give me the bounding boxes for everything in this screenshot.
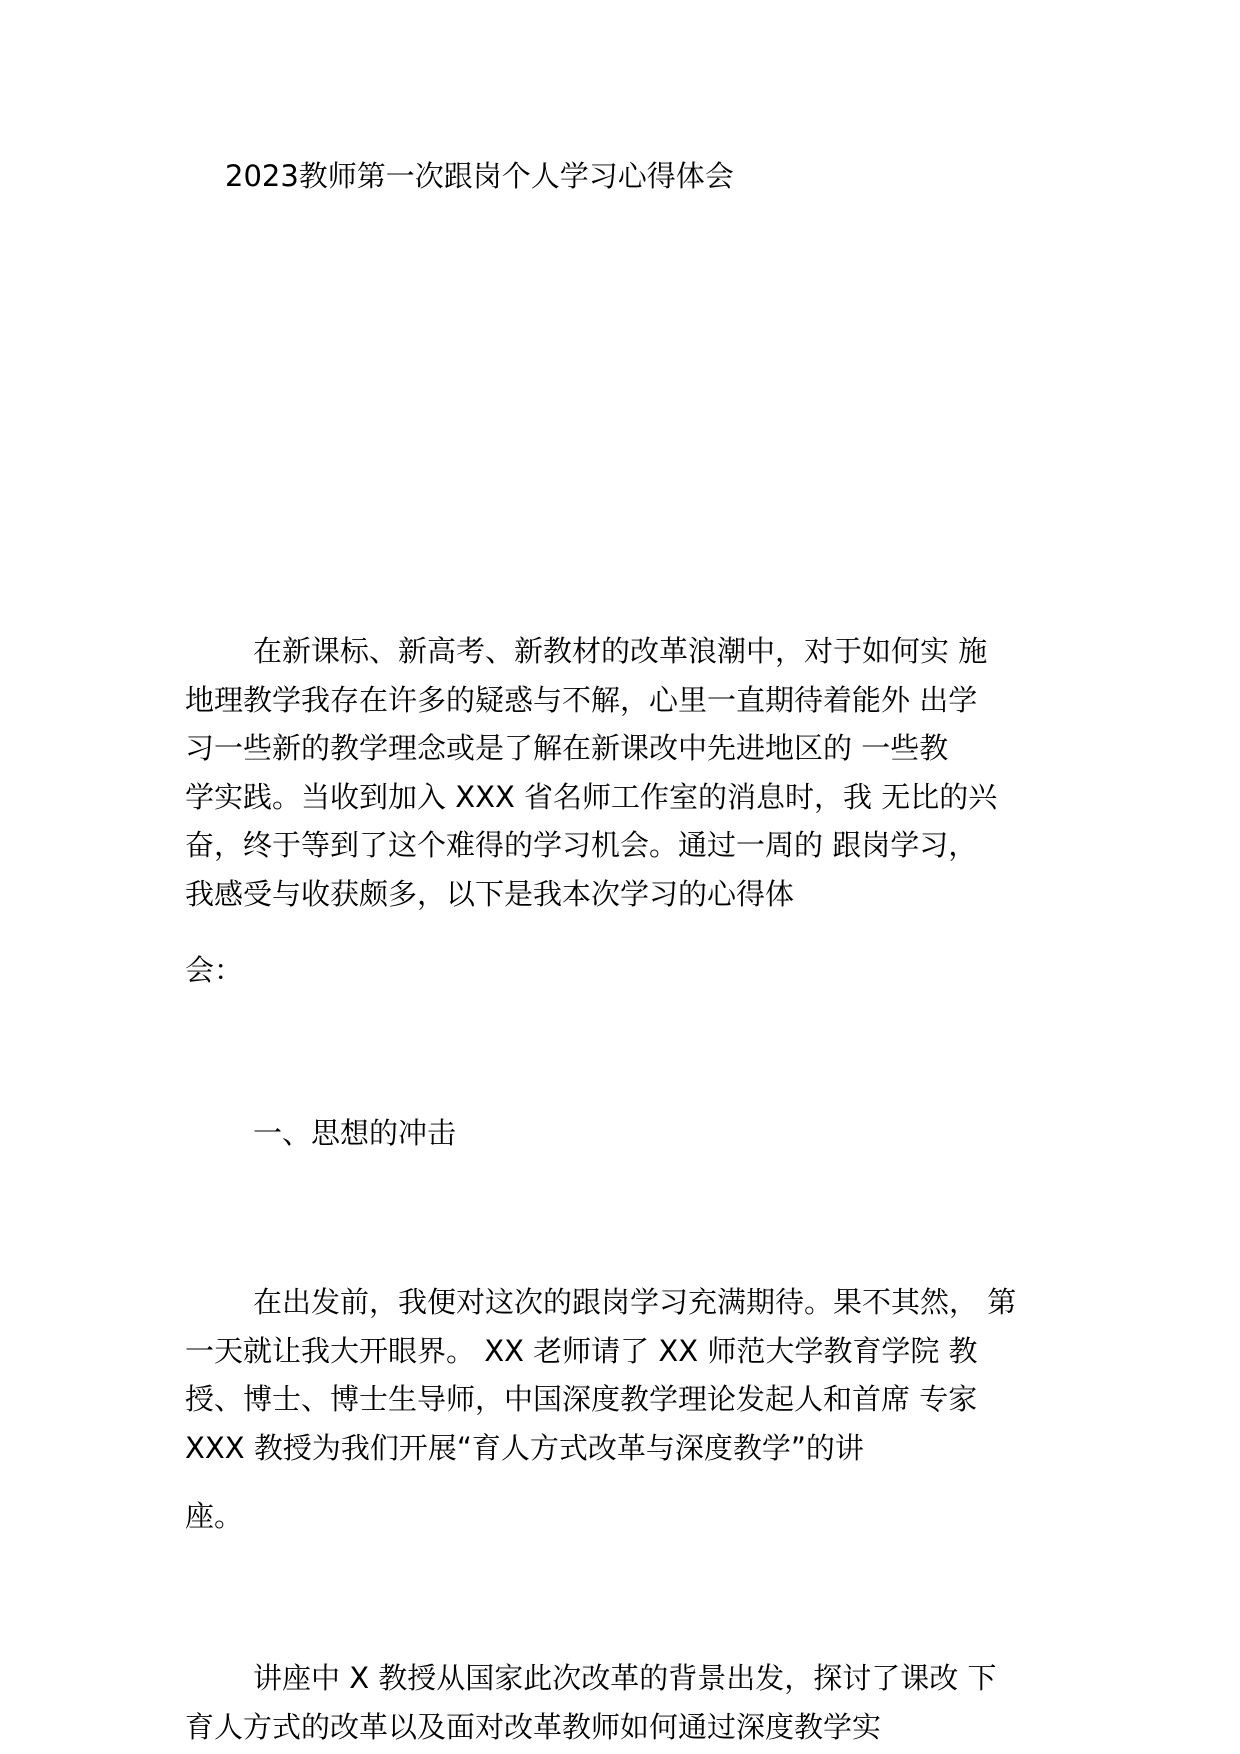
paragraph-line: 育人方式的改革以及面对改革教师如何通过深度教学实	[185, 1709, 882, 1744]
paragraph-2	[185, 1278, 1065, 1472]
paragraph-1-tail	[185, 946, 1065, 995]
section-heading: 一、思想的冲击	[253, 1116, 457, 1150]
paragraph-line: 一天就让我大开眼界。 XX 老师请了 XX 师范大学教育学院 教	[185, 1333, 978, 1368]
paragraph-line: 奋，终于等到了这个难得的学习机会。通过一周的 跟岗学习，	[185, 828, 978, 862]
paragraph-line: 学实践。当收到加入 XXX 省名师工作室的消息时，我 无比的兴	[185, 779, 998, 814]
paragraph-line: 授、博士、博士生导师，中国深度教学理论发起人和首席 专家	[185, 1382, 978, 1416]
document-title: 2023教师第一次跟岗个人学习心得体会	[225, 159, 734, 193]
paragraph-line: 讲座中 X 教授从国家此次改革的背景出发，探讨了课改 下	[253, 1661, 997, 1695]
paragraph-2-tail	[185, 1492, 1065, 1541]
paragraph-line: 我感受与收获颇多，以下是我本次学习的心得体	[185, 876, 795, 911]
paragraph-line: 在出发前，我便对这次的跟岗学习充满期待。果不其然， 第	[253, 1285, 1017, 1319]
paragraph-line: XXX 教授为我们开展“育人方式改革与深度教学”的讲	[185, 1430, 864, 1465]
paragraph-3	[185, 1654, 1065, 1751]
paragraph-line: 在新课标、新高考、新教材的改革浪潮中，对于如何实 施	[253, 634, 988, 668]
paragraph-line: 会：	[185, 953, 244, 987]
paragraph-1	[185, 627, 1065, 918]
paragraph-line: 地理教学我存在许多的疑惑与不解，心里一直期待着能外 出学	[185, 682, 978, 717]
paragraph-line: 座。	[185, 1499, 244, 1533]
paragraph-line: 习一些新的教学理念或是了解在新课改中先进地区的 一些教	[185, 731, 949, 765]
